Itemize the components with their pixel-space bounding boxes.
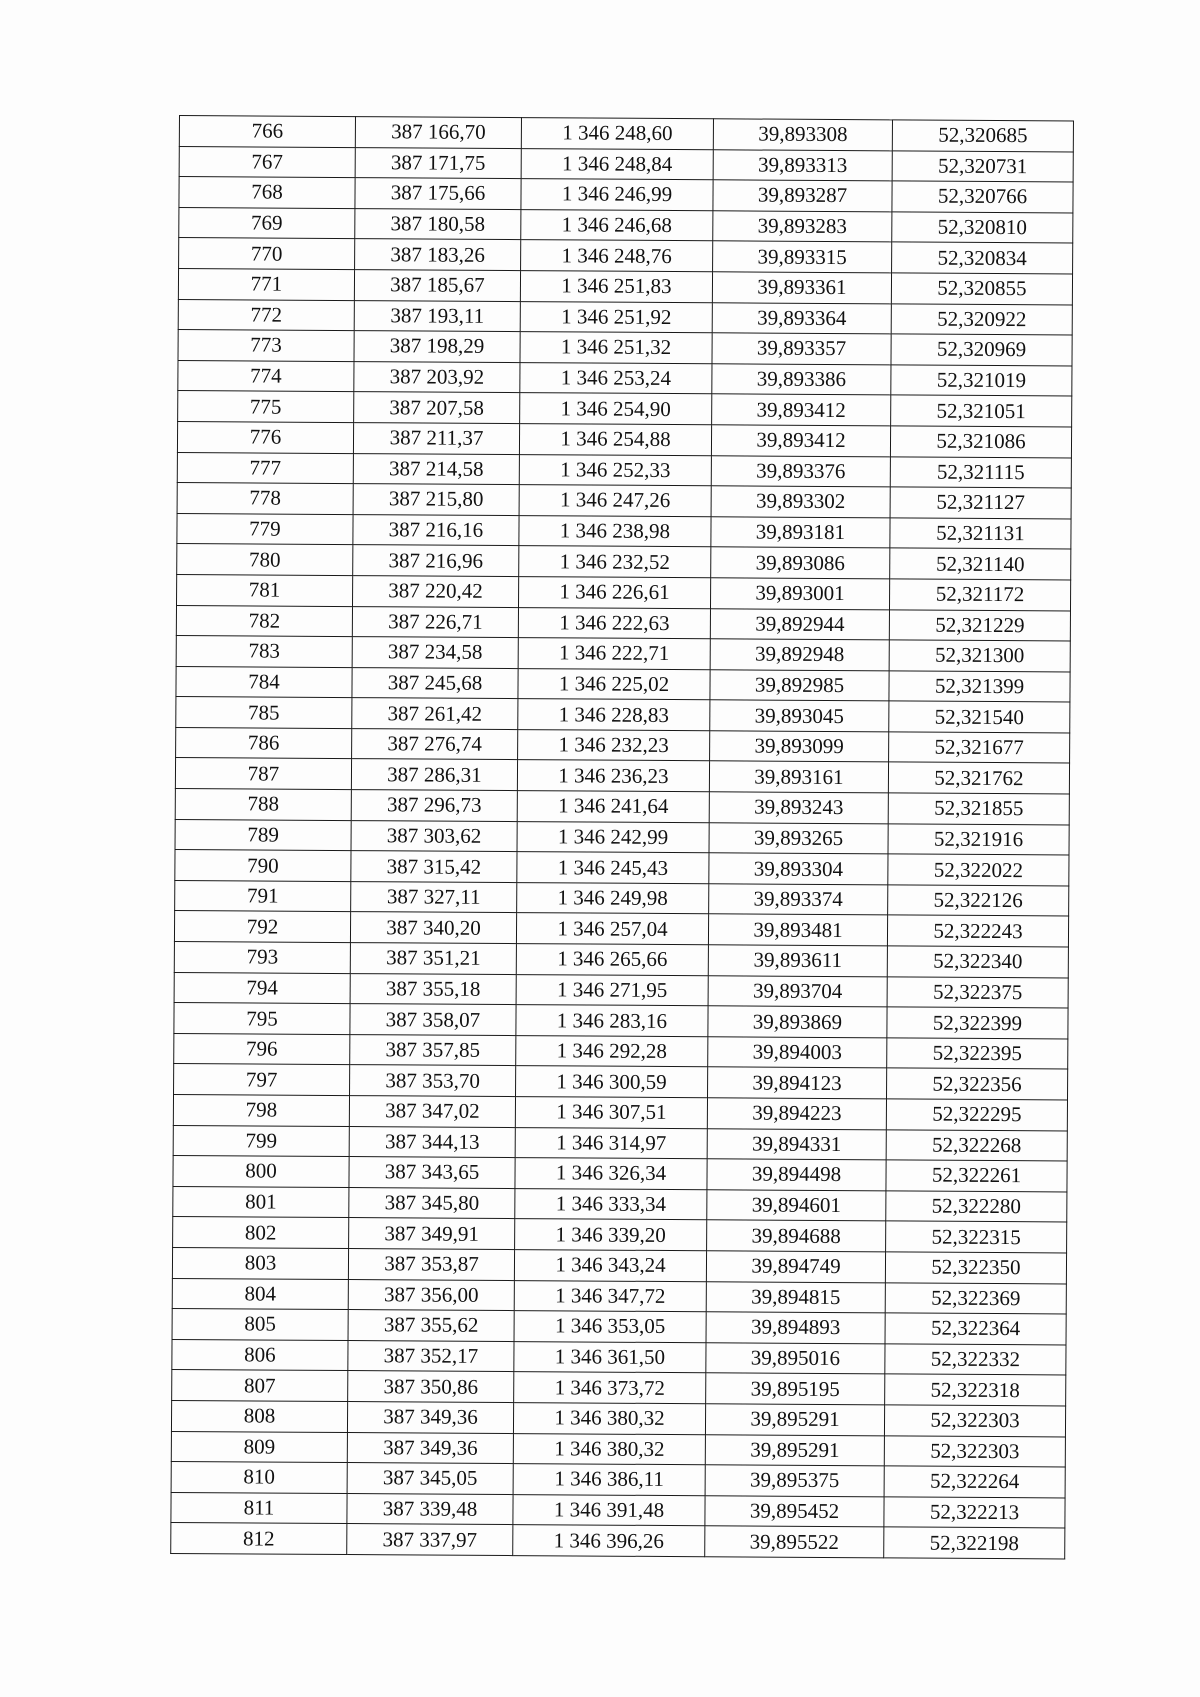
x-coordinate-cell: 387 303,62 [351,820,517,852]
x-coordinate-cell: 387 344,13 [349,1126,515,1158]
longitude-cell: 52,321086 [890,426,1071,458]
point-number-cell: 808 [171,1400,347,1432]
latitude-cell: 39,894498 [707,1159,886,1191]
point-number-cell: 806 [172,1339,348,1371]
y-coordinate-cell: 1 346 292,28 [516,1035,708,1067]
point-number-cell: 767 [179,146,355,178]
longitude-cell: 52,321762 [888,762,1069,794]
point-number-cell: 792 [174,911,350,943]
latitude-cell: 39,894223 [707,1098,886,1130]
latitude-cell: 39,893611 [708,945,887,977]
longitude-cell: 52,321140 [890,548,1071,580]
point-number-cell: 782 [176,605,352,637]
x-coordinate-cell: 387 193,11 [354,300,520,332]
longitude-cell: 52,322350 [885,1252,1066,1284]
longitude-cell: 52,320922 [891,303,1072,335]
y-coordinate-cell: 1 346 246,99 [521,179,713,211]
longitude-cell: 52,320810 [892,212,1073,244]
latitude-cell: 39,893869 [708,1006,887,1038]
y-coordinate-cell: 1 346 248,76 [521,240,713,272]
x-coordinate-cell: 387 349,36 [347,1401,513,1433]
latitude-cell: 39,893364 [712,302,891,334]
y-coordinate-cell: 1 346 232,52 [519,546,711,578]
x-coordinate-cell: 387 327,11 [351,881,517,913]
latitude-cell: 39,895016 [706,1342,885,1374]
longitude-cell: 52,322399 [887,1007,1068,1039]
latitude-cell: 39,894893 [706,1312,885,1344]
latitude-cell: 39,893243 [709,792,888,824]
point-number-cell: 793 [174,942,350,974]
x-coordinate-cell: 387 211,37 [353,423,519,455]
latitude-cell: 39,893704 [708,975,887,1007]
latitude-cell: 39,893308 [713,119,892,151]
latitude-cell: 39,892985 [710,669,889,701]
longitude-cell: 52,322332 [885,1344,1066,1376]
point-number-cell: 774 [178,360,354,392]
longitude-cell: 52,322395 [887,1038,1068,1070]
x-coordinate-cell: 387 286,31 [351,759,517,791]
x-coordinate-cell: 387 171,75 [355,147,521,179]
point-number-cell: 778 [177,483,353,515]
longitude-cell: 52,322126 [888,885,1069,917]
point-number-cell: 773 [178,330,354,362]
point-number-cell: 770 [179,238,355,270]
latitude-cell: 39,893283 [713,211,892,243]
point-number-cell: 807 [172,1370,348,1402]
longitude-cell: 52,320766 [892,181,1073,213]
latitude-cell: 39,893287 [713,180,892,212]
point-number-cell: 799 [173,1125,349,1157]
point-number-cell: 802 [173,1217,349,1249]
y-coordinate-cell: 1 346 222,63 [518,607,710,639]
y-coordinate-cell: 1 346 391,48 [513,1494,705,1526]
x-coordinate-cell: 387 349,91 [349,1218,515,1250]
x-coordinate-cell: 387 234,58 [352,637,518,669]
point-number-cell: 780 [177,544,353,576]
latitude-cell: 39,894601 [707,1190,886,1222]
table-row [171,1523,1065,1559]
longitude-cell: 52,322303 [884,1405,1065,1437]
longitude-cell: 52,321127 [890,487,1071,519]
y-coordinate-cell: 1 346 380,32 [513,1433,705,1465]
longitude-cell: 52,322318 [885,1374,1066,1406]
x-coordinate-cell: 387 166,70 [355,117,521,149]
x-coordinate-cell: 387 355,18 [350,973,516,1005]
point-number-cell: 784 [176,666,352,698]
y-coordinate-cell: 1 346 386,11 [513,1464,705,1496]
x-coordinate-cell: 387 214,58 [353,453,519,485]
y-coordinate-cell: 1 346 228,83 [518,699,710,731]
longitude-cell: 52,321172 [889,579,1070,611]
point-number-cell: 768 [179,177,355,209]
longitude-cell: 52,322340 [887,946,1068,978]
longitude-cell: 52,322315 [886,1221,1067,1253]
point-number-cell: 766 [179,116,355,148]
y-coordinate-cell: 1 346 396,26 [513,1525,705,1557]
x-coordinate-cell: 387 198,29 [354,331,520,363]
x-coordinate-cell: 387 347,02 [349,1096,515,1128]
longitude-cell: 52,321019 [891,365,1072,397]
longitude-cell: 52,321131 [890,518,1071,550]
latitude-cell: 39,893481 [708,914,887,946]
x-coordinate-cell: 387 349,36 [347,1432,513,1464]
latitude-cell: 39,893045 [710,700,889,732]
point-number-cell: 811 [171,1492,347,1524]
longitude-cell: 52,321677 [889,732,1070,764]
y-coordinate-cell: 1 346 326,34 [515,1158,707,1190]
y-coordinate-cell: 1 346 222,71 [518,638,710,670]
point-number-cell: 788 [175,789,351,821]
latitude-cell: 39,893361 [712,272,891,304]
x-coordinate-cell: 387 296,73 [351,790,517,822]
y-coordinate-cell: 1 346 307,51 [515,1097,707,1129]
y-coordinate-cell: 1 346 246,68 [521,209,713,241]
latitude-cell: 39,893265 [709,822,888,854]
y-coordinate-cell: 1 346 251,32 [520,332,712,364]
x-coordinate-cell: 387 183,26 [355,239,521,271]
latitude-cell: 39,895375 [705,1465,884,1497]
x-coordinate-cell: 387 207,58 [354,392,520,424]
longitude-cell: 52,322280 [886,1191,1067,1223]
latitude-cell: 39,895452 [705,1495,884,1527]
point-number-cell: 790 [175,850,351,882]
longitude-cell: 52,322364 [885,1313,1066,1345]
x-coordinate-cell: 387 340,20 [350,912,516,944]
longitude-cell: 52,321855 [888,793,1069,825]
longitude-cell: 52,320969 [891,334,1072,366]
point-number-cell: 801 [173,1186,349,1218]
latitude-cell: 39,894003 [708,1037,887,1069]
longitude-cell: 52,321229 [889,609,1070,641]
latitude-cell: 39,893412 [711,425,890,457]
longitude-cell: 52,320834 [892,242,1073,274]
y-coordinate-cell: 1 346 248,60 [521,118,713,150]
y-coordinate-cell: 1 346 347,72 [514,1280,706,1312]
latitude-cell: 39,893386 [712,364,891,396]
point-number-cell: 771 [178,268,354,300]
y-coordinate-cell: 1 346 238,98 [519,515,711,547]
x-coordinate-cell: 387 175,66 [355,178,521,210]
point-number-cell: 772 [178,299,354,331]
latitude-cell: 39,893099 [710,731,889,763]
longitude-cell: 52,321051 [891,395,1072,427]
point-number-cell: 797 [174,1064,350,1096]
y-coordinate-cell: 1 346 373,72 [514,1372,706,1404]
x-coordinate-cell: 387 352,17 [348,1340,514,1372]
x-coordinate-cell: 387 337,97 [347,1524,513,1556]
x-coordinate-cell: 387 220,42 [353,575,519,607]
coordinates-table [170,115,1074,1559]
y-coordinate-cell: 1 346 251,83 [520,271,712,303]
point-number-cell: 798 [173,1094,349,1126]
point-number-cell: 800 [173,1156,349,1188]
longitude-cell: 52,322243 [887,915,1068,947]
longitude-cell: 52,320731 [892,150,1073,182]
y-coordinate-cell: 1 346 247,26 [519,485,711,517]
point-number-cell: 781 [177,574,353,606]
x-coordinate-cell: 387 351,21 [350,943,516,975]
y-coordinate-cell: 1 346 283,16 [516,1005,708,1037]
x-coordinate-cell: 387 355,62 [348,1310,514,1342]
y-coordinate-cell: 1 346 257,04 [516,913,708,945]
x-coordinate-cell: 387 216,16 [353,514,519,546]
y-coordinate-cell: 1 346 380,32 [513,1403,705,1435]
y-coordinate-cell: 1 346 236,23 [517,760,709,792]
y-coordinate-cell: 1 346 251,92 [520,301,712,333]
longitude-cell: 52,322369 [885,1282,1066,1314]
y-coordinate-cell: 1 346 271,95 [516,974,708,1006]
latitude-cell: 39,893315 [713,241,892,273]
point-number-cell: 804 [172,1278,348,1310]
longitude-cell: 52,322356 [887,1068,1068,1100]
x-coordinate-cell: 387 315,42 [351,851,517,883]
point-number-cell: 783 [176,636,352,668]
longitude-cell: 52,321916 [888,824,1069,856]
longitude-cell: 52,320685 [892,120,1073,152]
longitude-cell: 52,322268 [886,1129,1067,1161]
x-coordinate-cell: 387 185,67 [354,270,520,302]
latitude-cell: 39,893086 [711,547,890,579]
latitude-cell: 39,894688 [707,1220,886,1252]
point-number-cell: 805 [172,1309,348,1341]
latitude-cell: 39,895522 [705,1526,884,1558]
x-coordinate-cell: 387 203,92 [354,361,520,393]
point-number-cell: 769 [179,207,355,239]
x-coordinate-cell: 387 357,85 [350,1034,516,1066]
latitude-cell: 39,892948 [710,639,889,671]
point-number-cell: 791 [175,880,351,912]
y-coordinate-cell: 1 346 248,84 [521,148,713,180]
y-coordinate-cell: 1 346 232,23 [518,729,710,761]
x-coordinate-cell: 387 353,87 [348,1249,514,1281]
point-number-cell: 789 [175,819,351,851]
latitude-cell: 39,893302 [711,486,890,518]
y-coordinate-cell: 1 346 252,33 [519,454,711,486]
latitude-cell: 39,893412 [712,394,891,426]
point-number-cell: 785 [176,697,352,729]
latitude-cell: 39,894749 [706,1251,885,1283]
y-coordinate-cell: 1 346 343,24 [514,1250,706,1282]
y-coordinate-cell: 1 346 333,34 [515,1188,707,1220]
y-coordinate-cell: 1 346 253,24 [520,362,712,394]
latitude-cell: 39,894331 [707,1128,886,1160]
latitude-cell: 39,893374 [709,884,888,916]
latitude-cell: 39,893376 [711,455,890,487]
longitude-cell: 52,322261 [886,1160,1067,1192]
point-number-cell: 787 [175,758,351,790]
point-number-cell: 810 [171,1462,347,1494]
x-coordinate-cell: 387 261,42 [352,698,518,730]
point-number-cell: 777 [177,452,353,484]
y-coordinate-cell: 1 346 245,43 [517,852,709,884]
y-coordinate-cell: 1 346 353,05 [514,1311,706,1343]
x-coordinate-cell: 387 350,86 [348,1371,514,1403]
y-coordinate-cell: 1 346 314,97 [515,1127,707,1159]
longitude-cell: 52,321399 [889,671,1070,703]
longitude-cell: 52,321115 [890,456,1071,488]
y-coordinate-cell: 1 346 254,90 [520,393,712,425]
latitude-cell: 39,894123 [708,1067,887,1099]
y-coordinate-cell: 1 346 241,64 [517,791,709,823]
longitude-cell: 52,322198 [884,1527,1065,1559]
longitude-cell: 52,321540 [889,701,1070,733]
x-coordinate-cell: 387 353,70 [350,1065,516,1097]
y-coordinate-cell: 1 346 265,66 [516,944,708,976]
point-number-cell: 812 [171,1523,347,1555]
point-number-cell: 779 [177,513,353,545]
y-coordinate-cell: 1 346 249,98 [517,882,709,914]
point-number-cell: 803 [172,1247,348,1279]
latitude-cell: 39,895291 [705,1434,884,1466]
longitude-cell: 52,322375 [887,976,1068,1008]
latitude-cell: 39,895291 [705,1404,884,1436]
x-coordinate-cell: 387 343,65 [349,1157,515,1189]
latitude-cell: 39,893304 [709,853,888,885]
point-number-cell: 786 [176,727,352,759]
y-coordinate-cell: 1 346 339,20 [515,1219,707,1251]
x-coordinate-cell: 387 345,80 [349,1187,515,1219]
latitude-cell: 39,893001 [710,578,889,610]
x-coordinate-cell: 387 339,48 [347,1493,513,1525]
longitude-cell: 52,322264 [884,1466,1065,1498]
y-coordinate-cell: 1 346 225,02 [518,668,710,700]
coordinates-table-body [171,116,1074,1559]
longitude-cell: 52,321300 [889,640,1070,672]
point-number-cell: 795 [174,1003,350,1035]
latitude-cell: 39,893313 [713,149,892,181]
x-coordinate-cell: 387 216,96 [353,545,519,577]
point-number-cell: 794 [174,972,350,1004]
point-number-cell: 776 [177,421,353,453]
latitude-cell: 39,895195 [706,1373,885,1405]
longitude-cell: 52,322303 [884,1435,1065,1467]
y-coordinate-cell: 1 346 361,50 [514,1341,706,1373]
x-coordinate-cell: 387 226,71 [352,606,518,638]
x-coordinate-cell: 387 345,05 [347,1463,513,1495]
latitude-cell: 39,893357 [712,333,891,365]
latitude-cell: 39,893161 [709,761,888,793]
y-coordinate-cell: 1 346 300,59 [516,1066,708,1098]
y-coordinate-cell: 1 346 254,88 [519,424,711,456]
longitude-cell: 52,322213 [884,1497,1065,1529]
latitude-cell: 39,893181 [711,516,890,548]
x-coordinate-cell: 387 276,74 [352,728,518,760]
longitude-cell: 52,320855 [891,273,1072,305]
x-coordinate-cell: 387 356,00 [348,1279,514,1311]
y-coordinate-cell: 1 346 226,61 [519,576,711,608]
longitude-cell: 52,322022 [888,854,1069,886]
point-number-cell: 775 [178,391,354,423]
x-coordinate-cell: 387 180,58 [355,208,521,240]
latitude-cell: 39,892944 [710,608,889,640]
x-coordinate-cell: 387 358,07 [350,1004,516,1036]
longitude-cell: 52,322295 [886,1099,1067,1131]
latitude-cell: 39,894815 [706,1281,885,1313]
x-coordinate-cell: 387 245,68 [352,667,518,699]
y-coordinate-cell: 1 346 242,99 [517,821,709,853]
point-number-cell: 809 [171,1431,347,1463]
x-coordinate-cell: 387 215,80 [353,484,519,516]
point-number-cell: 796 [174,1033,350,1065]
